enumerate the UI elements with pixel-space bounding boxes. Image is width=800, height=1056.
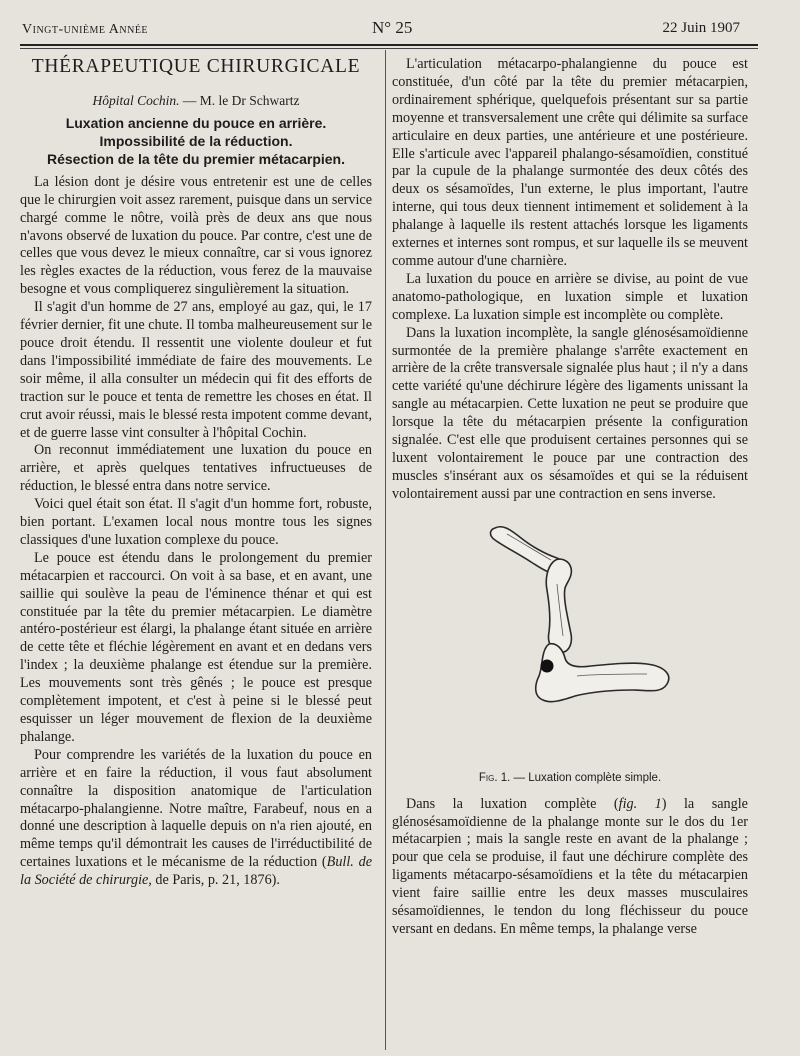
byline	[20, 92, 372, 110]
section-title: THÉRAPEUTIQUE CHIRURGICALE	[31, 56, 361, 77]
article-title-line-3: Résection de la tête du premier métacarpien.	[47, 150, 345, 167]
issue-date: 22 Juin 1907	[662, 20, 740, 36]
thumb-bones-illustration	[487, 524, 687, 744]
byline-place: Hôpital Cochin.	[92, 92, 180, 108]
paragraph-text: Dans la luxation complète (	[406, 795, 619, 812]
paragraph: Voici quel était son état. Il s'agit d'un homme fort, robuste, bien portant. L'examen local nous montre tous les signes classiques d'une luxation complexe du pouce.	[20, 496, 372, 548]
header-rule	[20, 44, 758, 46]
metacarpal	[536, 643, 669, 701]
article-title-line-1: Luxation ancienne du pouce en arrière.	[65, 114, 327, 131]
running-head	[22, 18, 740, 42]
paragraph: Dans la luxation incomplète, la sangle glénosésamoïdienne surmontée de la première phalange s'arrête exactement en arrière de la crête transversale signalée plus haut ; il n'y a dans cette variété qu'une déchirure légère des ligaments unissant la sangle au métacarpien. Cette luxation ne peut se produire que lorsque la tête du métacarpien présente la configuration signalée. C'est elle que produisent certaines personnes qui se luxent volontairement le pouce par une contraction des muscles s'insérant aux os sésamoïdes et qui se la réduisent volontairement aussi par une contraction en sens inverse.	[392, 324, 748, 502]
paragraph-text: ) la sangle glénosésamoïdienne de la phalange monte sur le dos du 1er métacarpien ; mais la sangle reste en avant de la phalange ; pour que cela se produise, il faut une déchirure complète des ligaments métacarpo-sésamoïdiens et la tête du métacarpien vient faire saillie entre les deux masses musculaires sésamoïdiennes, le tendon du long fléchisseur du pouce versant en dedans. En même temps, la phalange verse	[392, 795, 748, 937]
paragraph: On reconnut immédiatement une luxation du pouce en arrière, et après quelques tentatives infructueuses de réduction, le blessé entra dans notre service.	[20, 442, 372, 495]
paragraph: L'articulation métacarpo-phalangienne du pouce est constituée, d'un côté par la tête du premier métacarpien, ordinairement sphérique, quelquefois présentant sur sa partie moyenne et transversalement une crête qui délimite sa surface articulaire en deux parties, une antérieure et une postérieure. Elle s'articule avec l'appareil phalango-sésamoïdien, constitué par la cupule de la phalange surmontée des deux côtés des deux os sésamoïdes, l'un externe, le plus important, l'autre interne, qui tous deux tiennent intimement et solidement à la phalange à laquelle ils restent attachés lorsque les ligaments externes et internes sont rompus, et sur laquelle ils se meuvent comme autour d'une charnière.	[392, 56, 748, 269]
volume-year: Vingt-unième Année	[22, 22, 149, 37]
figure-1	[392, 516, 748, 788]
figure-caption	[392, 770, 748, 788]
article-title	[20, 114, 372, 168]
header-rule-thin	[20, 48, 758, 49]
issue-number: N° 25	[372, 18, 413, 37]
figure-caption-text: — Luxation complète simple.	[513, 771, 662, 784]
byline-author: — M. le Dr Schwartz	[182, 92, 300, 108]
figure-reference: fig. 1	[618, 795, 662, 812]
column-divider	[385, 50, 386, 1050]
figure-label: Fig. 1.	[478, 771, 511, 784]
sesamoid-bone	[541, 660, 553, 672]
paragraph: La lésion dont je désire vous entretenir est une de celles que le chirurgien voit assez rarement, puisque dans un service chargé comme le nôtre, voilà près de deux ans que nous n'avons observé de luxation du pouce. Par contre, c'est une de celles que vous devez le mieux connaître, car si vous ignorez les règles exactes de la réduction, vous ferez de la mauvaise besogne et vous compliquerez singulièrement la situation.	[20, 173, 372, 298]
right-column	[392, 56, 748, 939]
article-title-line-2: Impossibilité de la réduction.	[99, 132, 293, 149]
paragraph: Le pouce est étendu dans le prolongement du premier métacarpien et raccourci. On voit à sa base, et en avant, une saillie qui soulève la peau de l'éminence thénar et qui est constituée par la tête du premier métacarpien. Le diamètre antéro-postérieur est élargi, la phalange étant située en arrière de cette tête et fléchie légèrement en avant et en dedans vers l'index ; la deuxième phalange est étendue sur la première. Les mouvements sont très gênés ; le pouce est presque complètement impotent, et c'est à peine si le blessé peut esquisser un léger mouvement de flexion de la deuxième phalange.	[20, 549, 372, 745]
proximal-phalanx	[546, 559, 571, 652]
paragraph-farabeuf	[20, 747, 372, 890]
paragraph: La luxation du pouce en arrière se divise, au point de vue anatomo-pathologique, en luxation simple et luxation complexe. La luxation simple est incomplète ou complète.	[392, 270, 748, 323]
paragraph-text: Pour comprendre les variétés de la luxation du pouce en arrière et en faire la réduction, il vous faut absolument connaître la disposition anatomique de l'articulation métacarpo-phalangienne. Notre maître, Farabeuf, nous en a donné une description à laquelle depuis on n'a rien ajouté, en même temps qu'il démontrait les causes de l'irréductibilité de certaines luxations et le mécanisme de la réduction (	[20, 746, 372, 871]
paragraph: Il s'agit d'un homme de 27 ans, employé au gaz, qui, le 17 février dernier, fit une chute. Il tomba malheureusement sur le pouce droit étendu. Il ressentit une violente douleur et fut dans l'impossibilité immédiate de faire des mouvements. Le soir même, il alla consulter un médecin qui fit des efforts de traction sur le pouce et tenta de remettre les choses en état. Il crut avoir réussi, mais le blessé resta impotent comme devant, et de guerre lasse vint consulter à l'hôpital Cochin.	[20, 299, 373, 441]
citation-tail: de Paris, p. 21, 1876).	[151, 872, 280, 889]
citation: Bull. de la Société de chirurgie,	[20, 854, 372, 889]
paragraph-complete-luxation	[392, 796, 748, 939]
left-column	[20, 56, 372, 890]
